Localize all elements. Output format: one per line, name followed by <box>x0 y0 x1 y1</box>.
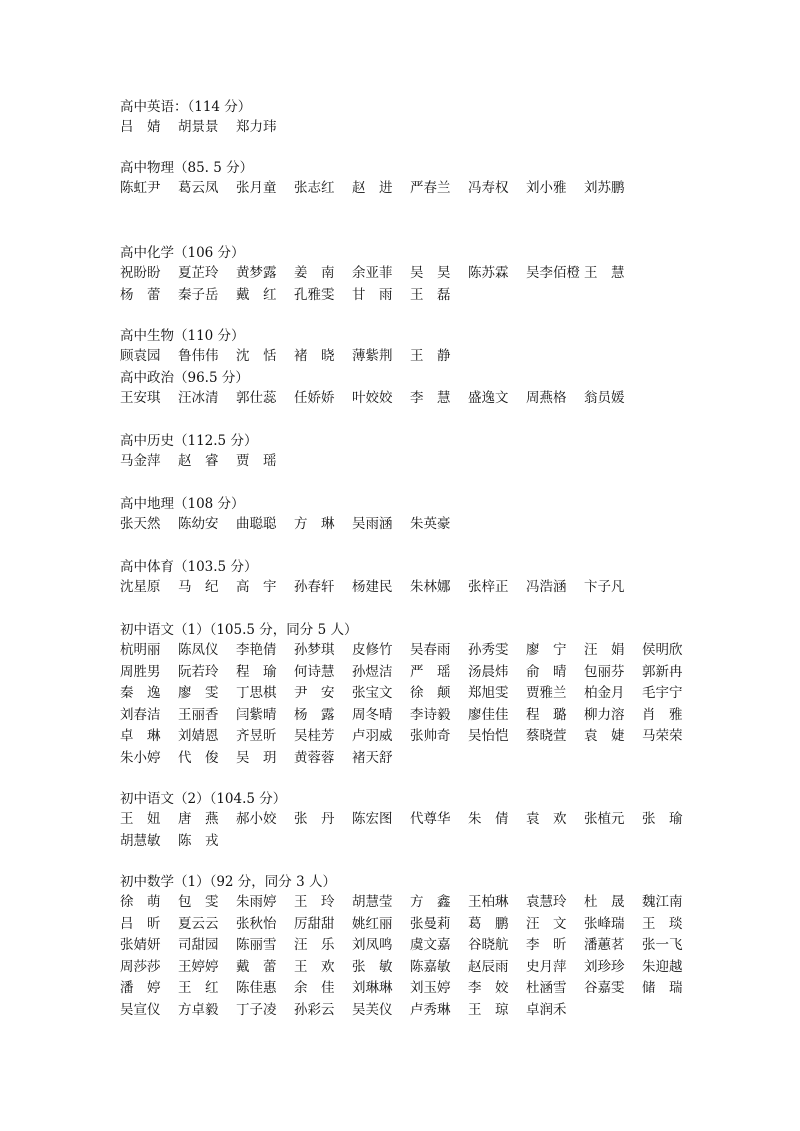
student-name: 郭新冉 <box>642 663 683 680</box>
student-name: 陈嘉敏 <box>410 958 451 975</box>
student-name: 张 瑜 <box>642 811 683 827</box>
student-name: 陈苏霖 <box>468 265 509 281</box>
subject-section <box>120 872 720 1021</box>
student-name: 盛逸文 <box>468 390 509 406</box>
student-name: 褚 晓 <box>294 348 335 364</box>
section-heading: 初中语文（2）（104.5 分） <box>120 791 287 807</box>
student-name: 袁慧玲 <box>526 894 567 910</box>
student-name: 刘苏鹏 <box>584 180 625 196</box>
name-row <box>120 451 720 473</box>
student-name: 汪 娟 <box>584 642 625 658</box>
student-name: 吴李佰橙 <box>526 265 580 281</box>
student-name: 谷晓航 <box>468 937 509 953</box>
student-name: 吴春雨 <box>410 642 451 658</box>
student-name: 翁员媛 <box>584 390 625 406</box>
student-name: 张一飞 <box>642 937 683 953</box>
student-name: 王柏琳 <box>468 894 509 910</box>
subject-section <box>120 789 720 852</box>
student-name: 顾袁园 <box>120 348 161 364</box>
student-name: 朱小婷 <box>120 749 161 766</box>
student-name: 杨 露 <box>294 706 335 723</box>
name-row <box>120 935 720 957</box>
student-name: 王 红 <box>178 980 219 996</box>
name-row <box>120 683 720 705</box>
name-row <box>120 809 720 831</box>
student-name: 任娇娇 <box>294 390 335 406</box>
subject-section <box>120 557 720 599</box>
student-name: 李艳倩 <box>236 642 277 658</box>
student-name: 赵辰雨 <box>468 958 509 975</box>
student-name: 郝小姣 <box>236 811 277 827</box>
student-name: 刘小雅 <box>526 180 567 196</box>
student-name: 唐 燕 <box>178 811 219 827</box>
student-name: 赵 睿 <box>178 453 219 469</box>
student-name: 马 纪 <box>178 579 219 595</box>
student-name: 周冬晴 <box>352 706 393 723</box>
subject-section <box>120 97 720 139</box>
student-name: 丁思棋 <box>236 685 277 701</box>
section-heading: 高中地理（108 分） <box>120 496 245 512</box>
student-name: 严春兰 <box>410 180 451 196</box>
student-name: 陈凤仪 <box>178 642 219 658</box>
name-row <box>120 978 720 1000</box>
student-name: 葛云凤 <box>178 180 219 196</box>
student-name: 胡景景 <box>178 119 219 135</box>
student-name: 方 琳 <box>294 516 335 532</box>
student-name: 陈幼安 <box>178 516 219 532</box>
student-name: 厉甜甜 <box>294 915 335 932</box>
student-name: 张秋怡 <box>236 915 277 932</box>
student-name: 冯浩涵 <box>526 579 567 595</box>
student-name: 刘凤鸣 <box>352 937 393 953</box>
name-row <box>120 748 720 770</box>
student-name: 陈丽雪 <box>236 937 277 953</box>
student-name: 朱迎越 <box>642 958 683 975</box>
student-name: 杨建民 <box>352 579 393 595</box>
student-name: 袁 欢 <box>526 811 567 827</box>
section-heading: 高中政治（96.5 分） <box>120 370 249 386</box>
student-name: 李 慧 <box>410 390 451 406</box>
student-name: 潘蕙茗 <box>584 937 625 953</box>
section-heading: 初中语文（1）（105.5 分，同分 5 人） <box>120 622 358 638</box>
name-row <box>120 726 720 748</box>
student-name: 卓润禾 <box>526 1001 567 1018</box>
student-name: 李 姣 <box>468 980 509 996</box>
section-heading: 初中数学（1）（92 分，同分 3 人） <box>120 874 336 890</box>
student-name: 蔡晓萱 <box>526 728 567 744</box>
student-name: 何诗慧 <box>294 663 335 680</box>
student-name: 张植元 <box>584 811 625 827</box>
student-name: 朱林娜 <box>410 579 451 595</box>
student-name: 谷嘉雯 <box>584 980 625 996</box>
name-row <box>120 388 720 410</box>
student-name: 郭仕蕊 <box>236 390 277 406</box>
name-row <box>120 178 720 200</box>
name-row <box>120 285 720 307</box>
name-row <box>120 831 720 853</box>
student-name: 程 瑜 <box>236 663 277 680</box>
student-name: 马荣荣 <box>642 728 683 744</box>
student-name: 廖 宁 <box>526 642 567 658</box>
student-name: 吕 昕 <box>120 915 161 932</box>
student-name: 王安琪 <box>120 390 161 406</box>
student-name: 郑旭雯 <box>468 685 509 701</box>
name-row <box>120 914 720 936</box>
student-name: 吴雨涵 <box>352 516 393 532</box>
student-name: 赵 进 <box>352 180 393 196</box>
student-name: 刘婧恩 <box>178 728 219 744</box>
student-name: 薄紫荆 <box>352 348 393 364</box>
section-heading: 高中物理（85. 5 分） <box>120 160 254 176</box>
student-name: 柳力溶 <box>584 706 625 723</box>
student-name: 吴 昊 <box>410 265 451 281</box>
student-name: 张峰瑞 <box>584 915 625 932</box>
student-name: 孔雅雯 <box>294 286 335 303</box>
student-name: 王 琼 <box>468 1001 509 1018</box>
student-name: 沈星原 <box>120 579 161 595</box>
student-name: 潘 婷 <box>120 980 161 996</box>
student-name: 孙煜洁 <box>352 663 393 680</box>
student-name: 陈 戎 <box>178 832 219 849</box>
student-name: 冯寿权 <box>468 180 509 196</box>
student-name: 姚红丽 <box>352 915 393 932</box>
student-name: 孙春轩 <box>294 579 335 595</box>
student-name: 廖佳佳 <box>468 706 509 723</box>
student-name: 李 昕 <box>526 937 567 953</box>
student-name: 黄蓉蓉 <box>294 749 335 766</box>
student-name: 王 磊 <box>410 286 451 303</box>
student-name: 齐昱昕 <box>236 728 277 744</box>
student-name: 张曼莉 <box>410 915 451 932</box>
student-name: 刘春洁 <box>120 706 161 723</box>
name-row <box>120 662 720 684</box>
subject-section <box>120 620 720 769</box>
student-name: 张帅奇 <box>410 728 451 744</box>
student-name: 周燕格 <box>526 390 567 406</box>
name-row <box>120 640 720 662</box>
student-name: 王 玲 <box>294 894 335 910</box>
student-name: 杜 晟 <box>584 894 625 910</box>
student-name: 王 琰 <box>642 915 683 932</box>
student-name: 闫紫晴 <box>236 706 277 723</box>
student-name: 尹 安 <box>294 685 335 701</box>
student-name: 刘琳琳 <box>352 980 393 996</box>
student-name: 代 俊 <box>178 749 219 766</box>
subject-section <box>120 326 720 368</box>
student-name: 张婧妍 <box>120 937 161 953</box>
student-name: 吕 婧 <box>120 119 161 135</box>
student-name: 史月萍 <box>526 958 567 975</box>
name-row <box>120 577 720 599</box>
student-name: 汪 乐 <box>294 937 335 953</box>
name-row <box>120 892 720 914</box>
student-name: 王 静 <box>410 348 451 364</box>
name-row <box>120 705 720 727</box>
student-name: 王丽香 <box>178 706 219 723</box>
student-name: 汤晨炜 <box>468 663 509 680</box>
student-name: 王 欢 <box>294 958 335 975</box>
student-name: 袁 婕 <box>584 728 625 744</box>
subject-section <box>120 158 720 200</box>
student-name: 汪 文 <box>526 915 567 932</box>
student-name: 孙梦琪 <box>294 642 335 658</box>
student-name: 曲聪聪 <box>236 516 277 532</box>
student-name: 夏云云 <box>178 915 219 932</box>
student-name: 李诗毅 <box>410 706 451 723</box>
student-name: 褚天舒 <box>352 749 393 766</box>
student-name: 甘 雨 <box>352 286 393 303</box>
student-name: 朱雨婷 <box>236 894 277 910</box>
student-name: 夏芷玲 <box>178 265 219 281</box>
student-name: 秦子岳 <box>178 286 219 303</box>
student-name: 吴 玥 <box>236 749 277 766</box>
student-name: 柏金月 <box>584 685 625 701</box>
student-name: 杜涵雪 <box>526 980 567 996</box>
student-name: 胡慧莹 <box>352 894 393 910</box>
student-name: 胡慧敏 <box>120 832 161 849</box>
subject-section <box>120 368 720 410</box>
student-name: 刘玉婷 <box>410 980 451 996</box>
student-name: 周胜男 <box>120 663 161 680</box>
student-name: 包丽芬 <box>584 663 625 680</box>
student-name: 廖 雯 <box>178 685 219 701</box>
name-row <box>120 514 720 536</box>
student-name: 吴芙仪 <box>352 1001 393 1018</box>
student-name: 杭明丽 <box>120 642 161 658</box>
student-name: 鲁伟伟 <box>178 348 219 364</box>
student-name: 魏江南 <box>642 894 683 910</box>
section-heading: 高中化学（106 分） <box>120 245 245 261</box>
student-name: 戴 红 <box>236 286 277 303</box>
name-row <box>120 346 720 368</box>
student-name: 肖 雅 <box>642 706 683 723</box>
student-name: 徐 颠 <box>410 685 451 701</box>
student-name: 侯明欣 <box>642 642 683 658</box>
student-name: 张 丹 <box>294 811 335 827</box>
student-name: 郑力玮 <box>236 119 277 135</box>
section-heading: 高中英语：（114 分） <box>120 99 252 115</box>
student-name: 陈虹尹 <box>120 180 161 196</box>
student-name: 俞 晴 <box>526 663 567 680</box>
subject-section <box>120 431 720 473</box>
student-name: 吴宣仪 <box>120 1001 161 1018</box>
student-name: 王婷婷 <box>178 958 219 975</box>
student-name: 毛宇宁 <box>642 685 683 701</box>
student-name: 吴怡恺 <box>468 728 509 744</box>
student-name: 贾 瑶 <box>236 453 277 469</box>
student-name: 王 慧 <box>584 265 625 281</box>
student-name: 高 宇 <box>236 579 277 595</box>
student-name: 卓 琳 <box>120 728 161 744</box>
student-name: 杨 蕾 <box>120 286 161 303</box>
section-heading: 高中历史（112.5 分） <box>120 433 258 449</box>
name-row <box>120 263 720 285</box>
section-heading: 高中体育（103.5 分） <box>120 559 258 575</box>
student-name: 吴桂芳 <box>294 728 335 744</box>
student-name: 陈宏图 <box>352 811 393 827</box>
student-name: 张天然 <box>120 516 161 532</box>
student-name: 戴 蕾 <box>236 958 277 975</box>
student-name: 储 瑞 <box>642 980 683 996</box>
student-name: 严 瑶 <box>410 663 451 680</box>
student-name: 葛 鹏 <box>468 915 509 932</box>
student-name: 朱 倩 <box>468 811 509 827</box>
student-name: 皮修竹 <box>352 642 393 658</box>
student-name: 张志红 <box>294 180 335 196</box>
student-name: 张宝文 <box>352 685 393 701</box>
student-name: 王 妞 <box>120 811 161 827</box>
student-name: 程 璐 <box>526 706 567 723</box>
student-name: 祝盼盼 <box>120 265 161 281</box>
student-name: 孙彩云 <box>294 1001 335 1018</box>
student-name: 汪冰清 <box>178 390 219 406</box>
student-name: 周莎莎 <box>120 958 161 975</box>
student-name: 丁子凌 <box>236 1001 277 1018</box>
section-heading: 高中生物（110 分） <box>120 328 245 344</box>
student-name: 姜 南 <box>294 265 335 281</box>
student-name: 余亚菲 <box>352 265 393 281</box>
student-name: 张梓正 <box>468 579 509 595</box>
student-name: 虞文嘉 <box>410 937 451 953</box>
student-name: 刘珍珍 <box>584 958 625 975</box>
student-name: 司甜园 <box>178 937 219 953</box>
subject-section <box>120 494 720 536</box>
student-name: 卢秀琳 <box>410 1001 451 1018</box>
student-name: 包 雯 <box>178 894 219 910</box>
student-name: 代尊华 <box>410 811 451 827</box>
student-name: 秦 逸 <box>120 685 161 701</box>
student-name: 方 鑫 <box>410 894 451 910</box>
student-name: 贾雅兰 <box>526 685 567 701</box>
student-name: 叶姣姣 <box>352 390 393 406</box>
name-row <box>120 957 720 979</box>
student-name: 朱英豪 <box>410 516 451 532</box>
student-name: 马金萍 <box>120 453 161 469</box>
student-name: 孙秀雯 <box>468 642 509 658</box>
student-name: 方卓毅 <box>178 1001 219 1018</box>
name-row <box>120 117 720 139</box>
student-name: 陈佳惠 <box>236 980 277 996</box>
student-name: 张月童 <box>236 180 277 196</box>
subject-section <box>120 243 720 306</box>
student-name: 沈 恬 <box>236 348 277 364</box>
student-name: 阮若玲 <box>178 663 219 680</box>
student-name: 黄梦露 <box>236 265 277 281</box>
student-name: 余 佳 <box>294 980 335 996</box>
student-name: 张 敏 <box>352 958 393 975</box>
student-name: 卞子凡 <box>584 579 625 595</box>
student-name: 徐 萌 <box>120 894 161 910</box>
student-name: 卢羽威 <box>352 728 393 744</box>
name-row <box>120 1000 720 1022</box>
